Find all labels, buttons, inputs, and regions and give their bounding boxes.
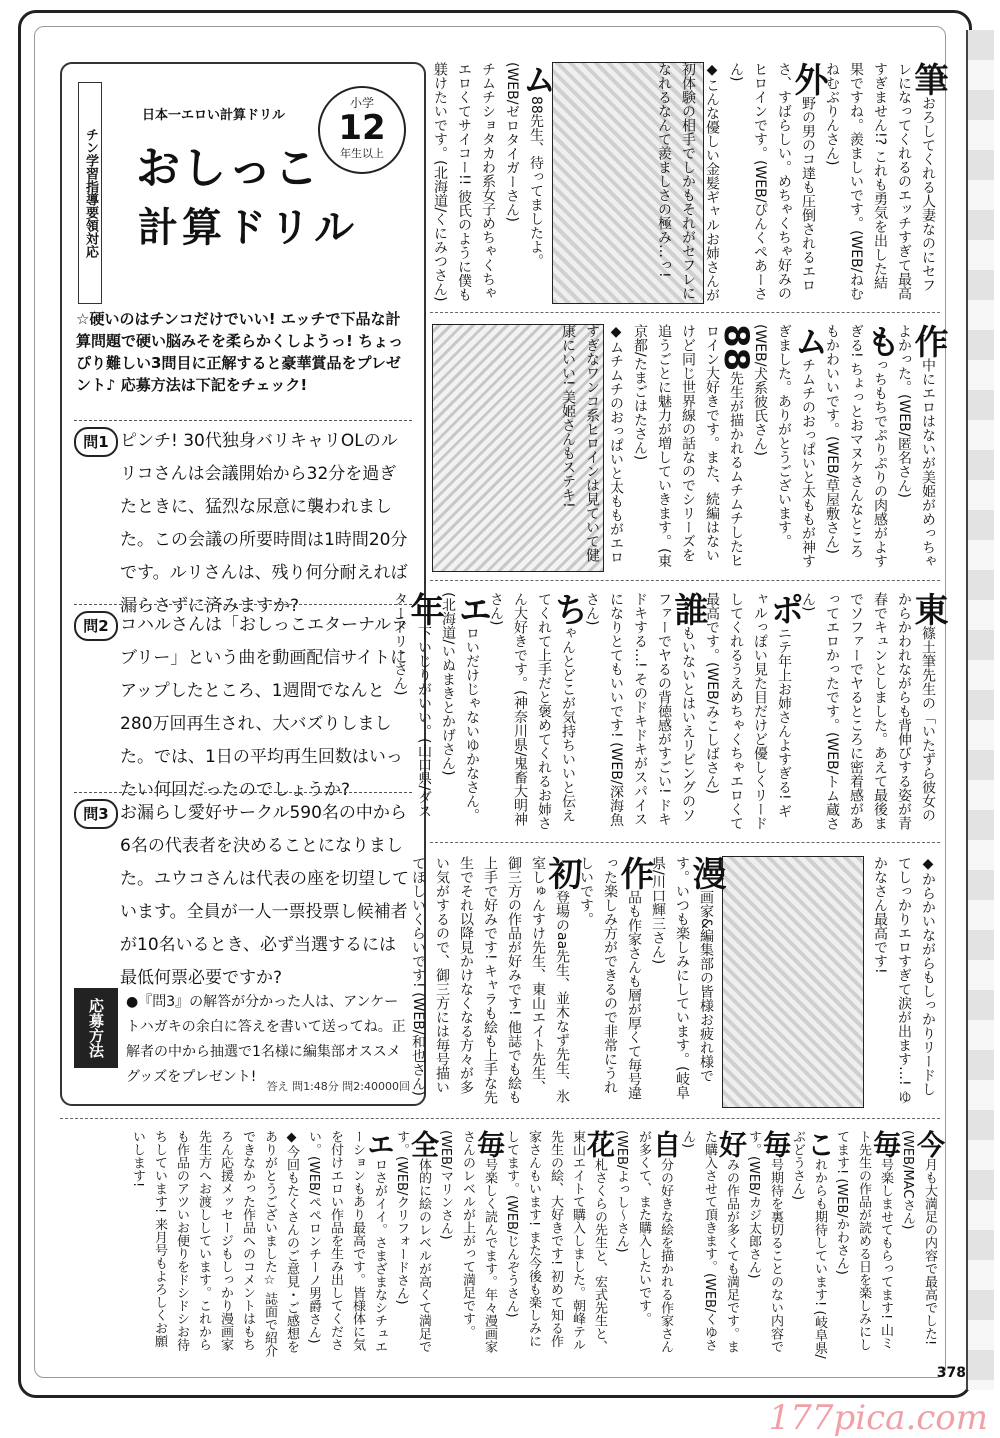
letter-lead: 花 <box>583 1130 616 1158</box>
divider <box>430 312 940 313</box>
drill-title-2: 計算ドリル <box>138 205 358 251</box>
letter-lead: ポ <box>764 592 804 626</box>
decorative-border <box>966 30 994 1390</box>
letter-text: チムチショタカわ系女子めちゃくちゃエロくてサイコー!! 彼氏のように僕も躾けたいです。(北海道/くにみつさん) <box>432 62 496 302</box>
grade-badge <box>318 86 406 174</box>
letter-text: ロさがイイ。さまざまなシチュエーションもあり最高です。皆様体に気を付けエロい作品を生み出してください。(WEB/ペペロンチーノ男爵さん) <box>306 1130 387 1353</box>
letter-text: 登場のaa先生、並木なず先生、氷室しゅんすけ先生、東山エイト先生、御三方の作品が好みです! 他誌でも絵も上手で好みです! キャラも絵も上手な先生でそれ以降見かけなくなる方々が多い気がするので、御三方には毎号描いてほしいくらいです! (WEB/和也さん) <box>410 856 570 1105</box>
letter-text: みの作品が多くても満足です。また購入させて頂きます。(WEB/くゆさん) <box>680 1130 739 1353</box>
letter-lead: 年 <box>404 592 444 626</box>
letter-text: 札さくらの先生と、宏式先生と、東山エイトて購入しました。朝峰テル先生の絵、大好きです! 初めて知る作家さんもいます! また今後も楽しみにしてます。(WEB/じんぞうさん) <box>504 1130 607 1353</box>
letter-text: 野の男のコ達も圧倒されるエロさ、すばらしい。めちゃくちゃ好みのヒロインです。(WEB/ぴんくぺあーさん) <box>728 62 816 301</box>
question-1 <box>74 420 412 616</box>
letter-group-5 <box>866 856 940 1106</box>
apply-section <box>74 988 412 1085</box>
letter-lead: ム <box>788 324 828 358</box>
letter-group-3 <box>560 324 948 570</box>
drill-intro: ☆硬いのはチンコだけでいい! エッチで下品な計算問題で硬い脳みそを柔らかくしようっ! ちょっぴり難しい3問目に正解すると豪華賞品をプレゼント♪ 応募方法は下記をチェック! <box>76 310 404 394</box>
letter-text: ニテ年上お姉さんよすぎる! ギャルっぽい見た目だけど優しくリードしてくれるうえめちゃくちゃエロくて最高です。(WEB/みこしばさん) <box>704 592 792 830</box>
grade-bottom: 年生以上 <box>340 147 384 160</box>
letter-text: 号楽しく読んでます。年々漫画家さんのレベルが上がって満足です。(WEB/マリンさん) <box>438 1130 497 1353</box>
question-number: 問2 <box>74 611 118 641</box>
letter-text: 品も作家さんも層が厚くて毎号違った楽しみ方ができるので非常にうれしいです。 <box>578 856 642 1100</box>
letter-lead: 毎 <box>869 1130 902 1158</box>
letter-text: 月も大満足の内容で最高でした! (WEB/MACさん) <box>900 1130 937 1346</box>
letter-text: れからも期待しています! (岐阜県/ぶどうさん) <box>790 1130 827 1359</box>
letter-text: ロいだけじゃないゆかなさん。(北海道/いぬまきとかげさん) <box>440 592 480 822</box>
letter-group-6 <box>410 856 726 1106</box>
letter-text: っちもちでぷりぷりの肉感がよすぎる! ちょっとおマヌケさんなところもかわいいです。(WEB/草屋敷さん) <box>824 324 888 568</box>
drill-title-1: おしっこ <box>136 143 320 194</box>
letter-text: ゃんとどこが気持ちいいと伝えてくれて上手だと褒めてくれるお姉さん大好きです。(神奈川県/鬼畜大明神さん) <box>488 592 576 830</box>
letter-text: 下いじりがいい。(山口県/ダスタードリーさん) <box>392 592 432 819</box>
letter-text: 号期待を裏切ることのない内容です。(WEB/カジ太郎さん) <box>746 1130 783 1353</box>
question-number: 問3 <box>74 799 118 829</box>
apply-text: ●『問3』の解答が分かった人は、アンケートハガキの余白に答えを書いて送ってね。正解者の中から抽選で1名様に編集部オススメグッズをプレゼント! <box>126 994 406 1085</box>
letter-text: 中にエロはないが美姫がめっちゃよかった。(WEB/匿名さん) <box>896 324 936 568</box>
letter-lead: エ <box>363 1130 396 1158</box>
letter-lead: ◆ <box>284 1130 299 1145</box>
letter-lead: エ <box>452 592 492 626</box>
letter-lead: 今 <box>913 1130 946 1158</box>
letter-lead: も <box>860 324 900 358</box>
letter-text: もいないとはいえリビングのソファーでヤるの背徳感がすごい! ドキドキする…! そのドキドキがスパイスになりとてもいいです! (WEB/深海魚さん) <box>584 592 696 827</box>
divider <box>60 1118 940 1119</box>
letter-text: 今回もたくさんのご意見・ご感想をありがとうございました☆ 誌面で紹介できなかった作品へのコメントはもちろん応援メッセージもしっかり漫画家先生方へお渡ししています。これからも作品のアツいお便りをドシドシお待ちしています! 来月号もよろしくお願いします! <box>130 1130 299 1358</box>
letter-lead: 作 <box>908 324 948 358</box>
letter-group-2 <box>430 62 556 302</box>
drill-header <box>72 76 414 304</box>
drill-subtitle: 日本一エロい計算ドリル <box>142 108 286 123</box>
letter-lead: 88 <box>716 324 756 372</box>
drill-side-tag: チン学習指導要領対応 <box>78 82 102 304</box>
letter-lead: 誰 <box>668 592 708 626</box>
letter-group-1 <box>656 62 948 302</box>
letter-text: 88先生、待ってましたよ。(WEB/ゼロタイガーさん) <box>504 62 544 268</box>
question-number: 問1 <box>74 427 118 457</box>
divider <box>430 842 940 843</box>
letter-lead: 漫 <box>686 856 726 890</box>
letter-lead: ち <box>548 592 588 626</box>
page-number: 378 <box>936 1365 966 1381</box>
letter-lead: こ <box>803 1130 836 1158</box>
letter-text: ムチムチのおっぱいと太ももがエロすぎなワンコ系ヒロインは見ていて健康にいい! 美姫さんもステキ! <box>560 324 624 564</box>
calculation-drill-box <box>60 62 426 1106</box>
question-2 <box>74 604 412 800</box>
letter-lead: 初 <box>542 856 582 890</box>
letter-group-7 <box>60 1130 946 1360</box>
divider <box>430 580 940 581</box>
letter-text: 分の好きな絵を描かれる作家さんが多くて、また購入したいです。(WEB/よっし〜さん) <box>614 1130 673 1353</box>
answer-text: 答え 問1:48分 問2:40000回 <box>266 1080 410 1093</box>
letter-lead: 自 <box>649 1130 682 1158</box>
letter-lead: ◆ <box>704 62 720 78</box>
letter-lead: 毎 <box>473 1130 506 1158</box>
letter-text: チムチのおっぱいと太ももが神すぎました。ありがとうございます。(WEB/犬系彼氏さん) <box>752 324 816 568</box>
letter-lead: 東 <box>908 592 948 626</box>
letter-text: 体的に絵のレベルが高くて満足です。(WEB/クリフォードさん) <box>394 1130 431 1353</box>
letter-group-4 <box>392 592 948 832</box>
grade-number: 12 <box>338 108 386 148</box>
letter-lead: ◆ <box>920 856 936 872</box>
letter-text: おろしてくれる人妻なのにセフレになってくれるのエッチすぎて最高すぎません!? これも勇気を出した結果ですね。羨ましいです。(WEB/ねむねむぶりんさん) <box>824 62 936 301</box>
grade-top: 小学 <box>349 96 374 110</box>
letter-lead: 筆 <box>908 62 948 96</box>
letter-lead: 外 <box>788 62 828 96</box>
apply-tag: 応募方法 <box>74 988 118 1068</box>
letter-lead: ム <box>516 62 556 96</box>
question-text: お漏らし愛好サークル590名の中から6名の代表者を決めることになりました。ユウコさんは代表の座を切望しています。全員が一人一票投票し候補者が10名いるとき、必ず当選するには最低何票必要ですか? <box>120 803 409 988</box>
letter-lead: ◆ <box>608 324 624 340</box>
watermark: 177pica.com <box>768 1398 988 1438</box>
letter-text: 号楽しませてもらってます! 山ミト先生の作品が読める日を楽しみにしてます! (WEB/かわさん) <box>834 1130 893 1351</box>
letter-lead: 毎 <box>759 1130 792 1158</box>
letter-text: 篠土筆先生の「いたずら彼女のからかわれながらも背伸びする姿が青春でキュンとしました。あえて最後までソファーでヤるところに密着感があってエロかったです。(WEB/トム蔵さん) <box>800 592 936 831</box>
question-text: コハルさんは「おしっこエターナルラブリー」という曲を動画配信サイトにアップしたところ、1週間でなんと280万回再生され、大バズりしました。では、1日の平均再生回数はいったい何回だったのでしょうか? <box>120 615 409 800</box>
letter-text: 画家&編集部の皆様お疲れ様です。いつも楽しみにしています。(岐阜県/川口輝三さん) <box>650 856 714 1100</box>
letter-lead: 全 <box>407 1130 440 1158</box>
letter-text: 先生が描かれるムチムチしたヒロイン大好きです。また、続編はないけど同じ世界線の話なのでシリーズを追うごとに魅力が増していきます。(東京都/たまごはたさん) <box>632 324 744 568</box>
letter-text: からかいながらもしっかりリードしてしっかりエロすぎて涙が出ます…! ゆかなさん最高です! <box>872 856 936 1105</box>
letter-lead: 作 <box>614 856 654 890</box>
question-text: ピンチ! 30代独身バリキャリOLのルリコさんは会議開始から32分を過ぎたときに、猛烈な尿意に襲われました。この会議の所要時間は1時間20分です。ルリさんは、残り何分耐えれば漏らさずに済みますか? <box>120 431 408 616</box>
letter-lead: 好 <box>715 1130 748 1158</box>
letter-text: こんな優しい金髪ギャルお姉さんが初体験の相手でしかもそれがセフレになれるなんて羨ましさの極み…っ! <box>656 62 720 302</box>
question-3 <box>74 792 412 988</box>
manga-panel-image <box>722 856 864 1108</box>
